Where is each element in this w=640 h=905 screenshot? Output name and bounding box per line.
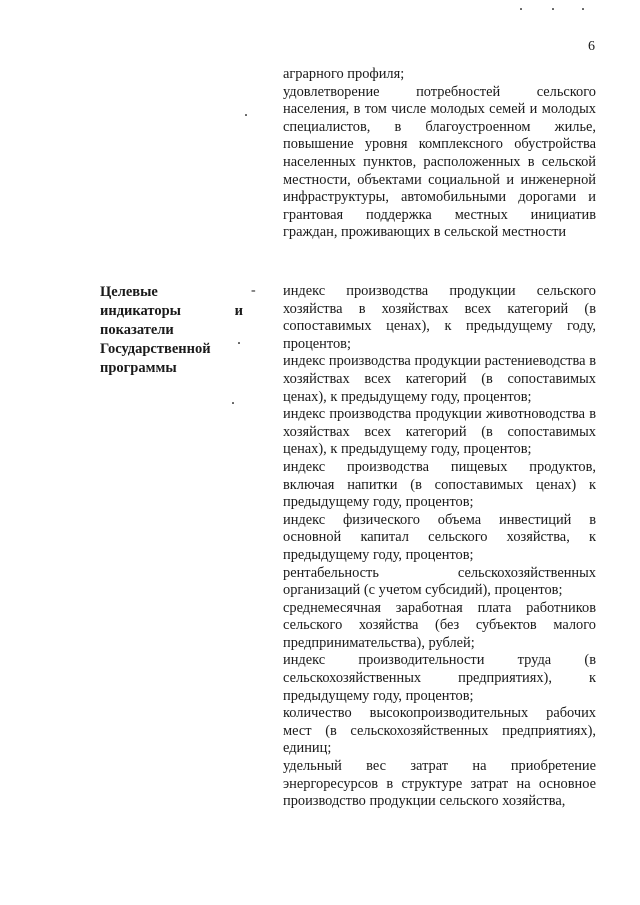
separator-dash: - bbox=[251, 283, 256, 298]
scan-speck bbox=[552, 8, 554, 10]
scan-speck bbox=[232, 402, 234, 404]
heading-line: Государственной bbox=[100, 341, 211, 357]
paragraph: индекс производства продукции животноводства в хозяйствах всех категорий (в сопоставимых ценах), к предыдущему году, процентов; bbox=[283, 406, 596, 458]
scan-speck bbox=[582, 8, 584, 10]
paragraph: удельный вес затрат на приобретение энергоресурсов в структуре затрат на основное производство продукции сельского хозяйства, bbox=[283, 758, 596, 810]
page-number: 6 bbox=[588, 39, 595, 54]
paragraph: количество высокопроизводительных рабочих мест (в сельскохозяйственных предприятиях), единиц; bbox=[283, 705, 596, 757]
scan-speck bbox=[238, 342, 240, 344]
previous-section-text bbox=[283, 66, 596, 242]
paragraph: индекс производства пищевых продуктов, включая напитки (в сопоставимых ценах) к предыдущему году, процентов; bbox=[283, 458, 596, 511]
paragraph: индекс производства продукции растениеводства в хозяйствах всех категорий (в сопоставимых ценах), к предыдущему году, процентов; bbox=[283, 353, 596, 405]
paragraph: удовлетворение потребностей сельского населения, в том числе молодых семей и молодых специалистов, в благоустроенном жилье, повышение уровня комплексного обустройства населенных пунктов, расположенных в сельской местности, объектами социальной и инженерной инфраструктуры, автомобильными дорогами и грантовая поддержка местных инициатив граждан, проживающих в сельской местности bbox=[283, 83, 596, 241]
paragraph: среднемесячная заработная плата работников сельского хозяйства (без субъектов малого предпринимательства), рублей; bbox=[283, 599, 596, 651]
targets-text bbox=[283, 283, 596, 811]
heading-line: Целевые bbox=[100, 284, 158, 300]
heading-line: показатели bbox=[100, 322, 174, 338]
paragraph: аграрного профиля; bbox=[283, 66, 405, 82]
scan-speck bbox=[520, 8, 522, 10]
paragraph: индекс производства продукции сельского хозяйства в хозяйствах всех категорий (в сопоставимых ценах), к предыдущему году, процентов; bbox=[283, 283, 596, 352]
paragraph: индекс физического объема инвестиций в основной капитал сельского хозяйства, к предыдущему году, процентов; bbox=[283, 511, 596, 563]
scan-speck bbox=[245, 114, 247, 116]
heading-line: программы bbox=[100, 360, 177, 376]
paragraph: индекс производительности труда (в сельскохозяйственных предприятиях), к предыдущему году, процентов; bbox=[283, 652, 596, 704]
heading-line: индикаторы и bbox=[100, 303, 243, 319]
paragraph: рентабельность сельскохозяйственных организаций (с учетом субсидий), процентов; bbox=[283, 564, 596, 599]
section-heading-targets bbox=[100, 283, 243, 378]
